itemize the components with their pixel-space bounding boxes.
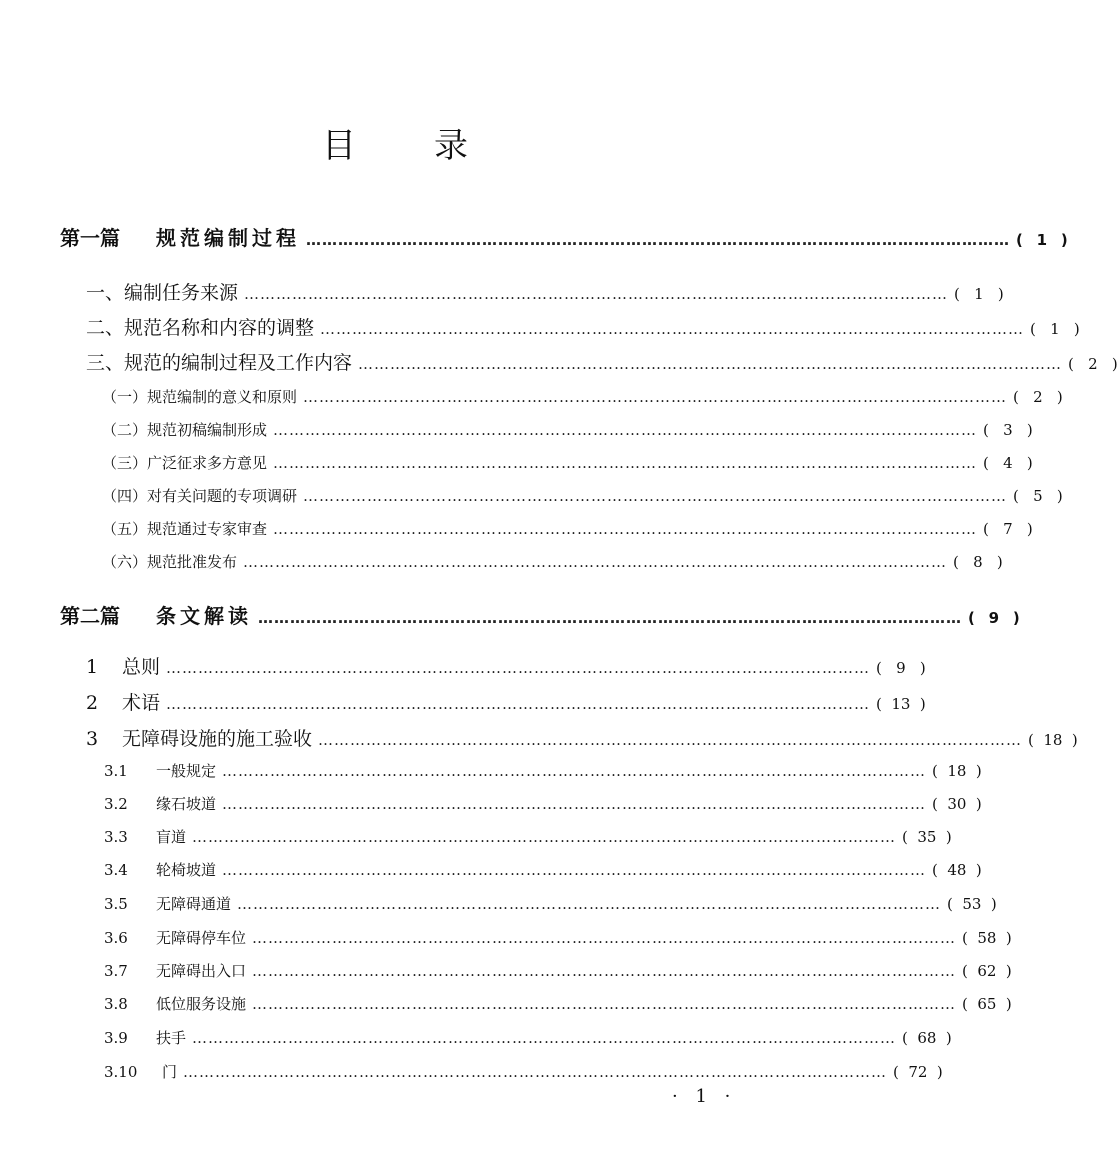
toc-subsection-4[interactable]: （四）对有关问题的专项调研 …………………………………………………………………………………………………………………… ( 5 ): [102, 487, 1063, 505]
toc-part-2[interactable]: 第二篇 条文解读 …………………………………………………………………………………………………………………… ( 9 ): [60, 600, 736, 629]
toc-subsection-6[interactable]: （六）规范批准发布 …………………………………………………………………………………………………………………… ( 8 ): [102, 553, 1003, 571]
page-number: 72: [908, 1063, 928, 1081]
page-number: 2: [1033, 388, 1043, 406]
dot-leader: ……………………………………………………………………………………………………………………: [273, 421, 978, 439]
page-number: 65: [977, 995, 997, 1013]
toc-clause-3-8[interactable]: 3.8 低位服务设施 …………………………………………………………………………………………………………………… ( 65 ): [104, 995, 1012, 1013]
page-number: 1: [974, 285, 984, 303]
clause-title: 无障碍停车位: [156, 929, 247, 947]
toc-subsection-5[interactable]: （五）规范通过专家审查 …………………………………………………………………………………………………………………… ( 7 ): [102, 520, 1033, 538]
clause-title: 门: [162, 1063, 178, 1081]
section-title: 三、规范的编制过程及工作内容: [86, 352, 353, 374]
dot-leader: ……………………………………………………………………………………………………………………: [237, 895, 942, 913]
clause-title: 无障碍通道: [156, 895, 232, 913]
page-number: 2: [1088, 355, 1098, 373]
toc-subsection-2[interactable]: （二）规范初稿编制形成 …………………………………………………………………………………………………………………… ( 3 ): [102, 421, 1033, 439]
page-number: 1: [1050, 320, 1060, 338]
clause-number: 3.4: [104, 861, 128, 879]
toc-chapter-3[interactable]: 3 无障碍设施的施工验收 …………………………………………………………………………………………………………………… ( 18 ): [86, 724, 736, 751]
dot-leader: ……………………………………………………………………………………………………………………: [318, 731, 1023, 749]
page-number: 9: [988, 609, 1000, 627]
section-title: 二、规范名称和内容的调整: [86, 317, 315, 339]
clause-title: 盲道: [156, 828, 187, 846]
dot-leader: ……………………………………………………………………………………………………………………: [192, 828, 897, 846]
clause-number: 3.1: [104, 762, 128, 780]
page-number: 58: [977, 929, 997, 947]
section-title: 一、编制任务来源: [86, 282, 239, 304]
clause-number: 3.9: [104, 1029, 128, 1047]
page-number: 1: [1036, 231, 1048, 249]
page-number: 8: [973, 553, 983, 571]
page-number: 18: [1043, 731, 1063, 749]
chapter-title: 总则: [122, 656, 161, 678]
dot-leader: ……………………………………………………………………………………………………………………: [222, 762, 927, 780]
dot-leader: ……………………………………………………………………………………………………………………: [166, 659, 871, 677]
chapter-number: 2: [86, 692, 99, 714]
title-char-right: 录: [434, 126, 468, 166]
page-number: 53: [962, 895, 982, 913]
subsection-title: （四）对有关问题的专项调研: [102, 487, 298, 505]
chapter-title: 术语: [122, 692, 161, 714]
page-number: 62: [977, 962, 997, 980]
dot-leader: ……………………………………………………………………………………………………………………: [358, 355, 1063, 373]
toc-section-1[interactable]: 一、编制任务来源 …………………………………………………………………………………………………………………… ( 1 ): [86, 278, 736, 305]
page-number: 9: [896, 659, 906, 677]
clause-title: 扶手: [156, 1029, 187, 1047]
clause-title: 一般规定: [156, 762, 217, 780]
subsection-title: （一）规范编制的意义和原则: [102, 388, 298, 406]
clause-title: 缘石坡道: [156, 795, 217, 813]
toc-clause-3-10[interactable]: 3.10 门 …………………………………………………………………………………………………………………… ( 72 ): [104, 1063, 943, 1081]
dot-leader: ……………………………………………………………………………………………………………………: [252, 929, 957, 947]
page-number: 30: [947, 795, 967, 813]
chapter-number: 1: [86, 656, 99, 678]
clause-number: 3.2: [104, 795, 128, 813]
dot-leader: ……………………………………………………………………………………………………………………: [303, 487, 1008, 505]
part-title: 规范编制过程: [156, 226, 300, 250]
subsection-title: （五）规范通过专家审查: [102, 520, 268, 538]
toc-clause-3-1[interactable]: 3.1 一般规定 …………………………………………………………………………………………………………………… ( 18 ): [104, 762, 982, 780]
page-number: 48: [947, 861, 967, 879]
clause-number: 3.8: [104, 995, 128, 1013]
toc-subsection-3[interactable]: （三）广泛征求多方意见 …………………………………………………………………………………………………………………… ( 4 ): [102, 454, 1033, 472]
chapter-number: 3: [86, 728, 99, 750]
subsection-title: （二）规范初稿编制形成: [102, 421, 268, 439]
toc-section-2[interactable]: 二、规范名称和内容的调整 …………………………………………………………………………………………………………………… ( 1 ): [86, 313, 736, 340]
part-title: 条文解读: [156, 604, 252, 628]
dot-leader: ……………………………………………………………………………………………………………………: [222, 795, 927, 813]
toc-chapter-2[interactable]: 2 术语 …………………………………………………………………………………………………………………… ( 13 ): [86, 688, 736, 715]
toc-clause-3-3[interactable]: 3.3 盲道 …………………………………………………………………………………………………………………… ( 35 ): [104, 828, 952, 846]
toc-clause-3-6[interactable]: 3.6 无障碍停车位 …………………………………………………………………………………………………………………… ( 58 ): [104, 929, 1012, 947]
toc-chapter-1[interactable]: 1 总则 …………………………………………………………………………………………………………………… ( 9 ): [86, 652, 736, 679]
chapter-title: 无障碍设施的施工验收: [122, 728, 313, 750]
dot-leader: ……………………………………………………………………………………………………………………: [273, 454, 978, 472]
page-number: 7: [1003, 520, 1013, 538]
dot-leader: ……………………………………………………………………………………………………………………: [166, 695, 871, 713]
subsection-title: （六）规范批准发布: [102, 553, 238, 571]
page-number: 35: [917, 828, 937, 846]
dot-leader: ……………………………………………………………………………………………………………………: [320, 320, 1025, 338]
toc-section-3[interactable]: 三、规范的编制过程及工作内容 …………………………………………………………………………………………………………………… ( 2 ): [86, 348, 736, 375]
toc-clause-3-9[interactable]: 3.9 扶手 …………………………………………………………………………………………………………………… ( 68 ): [104, 1029, 952, 1047]
dot-leader: ……………………………………………………………………………………………………………………: [303, 388, 1008, 406]
toc-title: [0, 118, 790, 167]
dot-leader: ……………………………………………………………………………………………………………………: [192, 1029, 897, 1047]
clause-title: 低位服务设施: [156, 995, 247, 1013]
clause-number: 3.7: [104, 962, 128, 980]
dot-leader: ……………………………………………………………………………………………………………………: [306, 231, 1010, 249]
part-label: 第一篇: [60, 226, 120, 250]
dot-leader: ……………………………………………………………………………………………………………………: [183, 1063, 888, 1081]
clause-number: 3.3: [104, 828, 128, 846]
dot-leader: ……………………………………………………………………………………………………………………: [252, 962, 957, 980]
clause-number: 3.6: [104, 929, 128, 947]
toc-clause-3-7[interactable]: 3.7 无障碍出入口 …………………………………………………………………………………………………………………… ( 62 ): [104, 962, 1012, 980]
clause-title: 无障碍出入口: [156, 962, 247, 980]
clause-number: 3.10: [104, 1063, 138, 1081]
page-number: 5: [1033, 487, 1043, 505]
page-number: 68: [917, 1029, 937, 1047]
page-number: 18: [947, 762, 967, 780]
dot-leader: ……………………………………………………………………………………………………………………: [252, 995, 957, 1013]
toc-part-1[interactable]: 第一篇 规范编制过程 …………………………………………………………………………………………………………………… ( 1 ): [60, 222, 736, 251]
toc-clause-3-5[interactable]: 3.5 无障碍通道 …………………………………………………………………………………………………………………… ( 53 ): [104, 895, 997, 913]
dot-leader: ……………………………………………………………………………………………………………………: [243, 553, 948, 571]
toc-subsection-1[interactable]: （一）规范编制的意义和原则 …………………………………………………………………………………………………………………… ( 2 ): [102, 388, 1063, 406]
dot-leader: ……………………………………………………………………………………………………………………: [244, 285, 949, 303]
dot-leader: ……………………………………………………………………………………………………………………: [258, 609, 962, 627]
subsection-title: （三）广泛征求多方意见: [102, 454, 268, 472]
dot-leader: ……………………………………………………………………………………………………………………: [273, 520, 978, 538]
dot-leader: ……………………………………………………………………………………………………………………: [222, 861, 927, 879]
page-number: 3: [1003, 421, 1013, 439]
page-folio: · 1 ·: [672, 1086, 737, 1107]
title-char-left: 目: [322, 126, 356, 166]
toc-clause-3-4[interactable]: 3.4 轮椅坡道 …………………………………………………………………………………………………………………… ( 48 ): [104, 861, 982, 879]
clause-number: 3.5: [104, 895, 128, 913]
clause-title: 轮椅坡道: [156, 861, 217, 879]
page-number: 4: [1003, 454, 1013, 472]
part-label: 第二篇: [60, 604, 120, 628]
toc-clause-3-2[interactable]: 3.2 缘石坡道 …………………………………………………………………………………………………………………… ( 30 ): [104, 795, 982, 813]
page-number: 13: [891, 695, 911, 713]
